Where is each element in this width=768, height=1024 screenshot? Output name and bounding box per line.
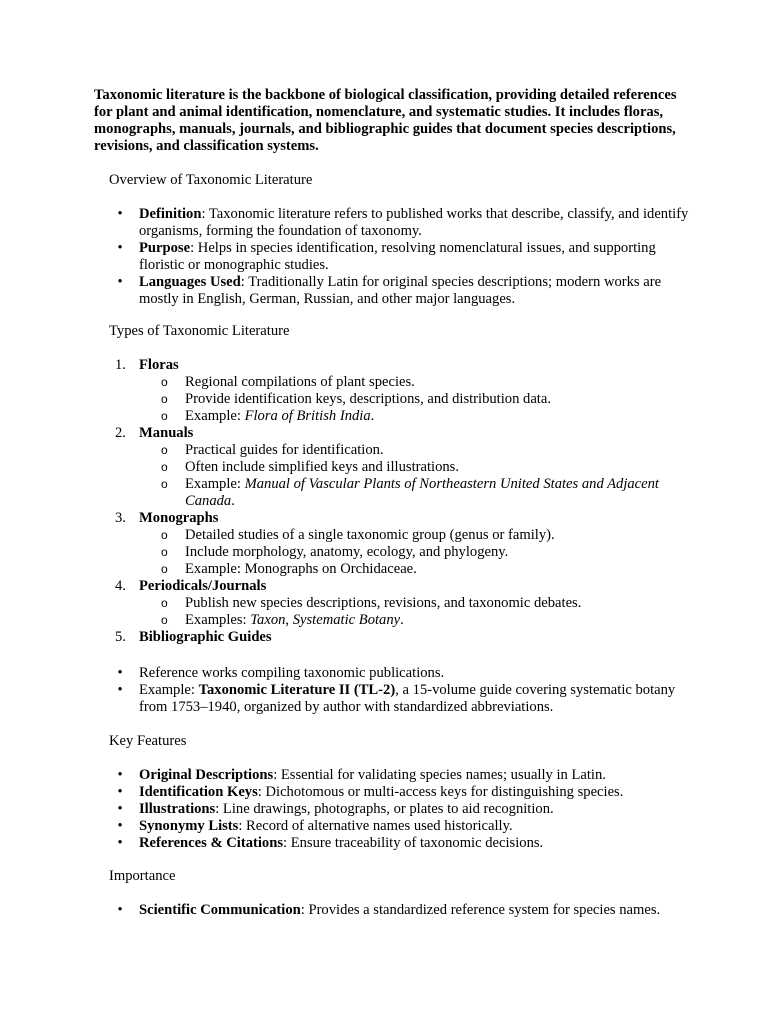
sub-item bbox=[139, 561, 699, 578]
sub-item-text: Example: Monographs on Orchidaceae. bbox=[185, 561, 417, 577]
sub-item bbox=[139, 391, 699, 408]
sub-item-text: Regional compilations of plant species. bbox=[185, 374, 415, 390]
features-list bbox=[117, 767, 699, 852]
circle-bullet-icon: o bbox=[161, 375, 168, 389]
sub-item bbox=[139, 476, 699, 510]
bullet-icon: • bbox=[117, 665, 123, 681]
item-number: 3. bbox=[115, 510, 126, 526]
sub-item bbox=[139, 612, 699, 629]
term: Identification Keys bbox=[139, 784, 258, 800]
description: Example: bbox=[139, 682, 199, 698]
intro-paragraph: Taxonomic literature is the backbone of biological classification, providing detailed references for plant and animal identification, nomenclature, and systematic studies. It includes floras, monographs, manuals, journals, and bibliographic guides that document species descriptions, revisions, and classification systems. bbox=[94, 87, 677, 154]
list-item bbox=[117, 274, 699, 308]
bibliographic-list bbox=[117, 665, 699, 716]
punctuation: . bbox=[400, 612, 404, 628]
manuals-sublist bbox=[139, 442, 699, 510]
description: , a 15-volume guide covering systematic botany from 1753–1940, organized by author with standardized abbreviations. bbox=[139, 682, 676, 715]
types-heading: Types of Taxonomic Literature bbox=[109, 323, 290, 339]
sub-item bbox=[139, 442, 699, 459]
example-title: Systematic Botany bbox=[292, 612, 401, 628]
sub-item-text: Example: bbox=[185, 408, 245, 424]
term: References & Citations bbox=[139, 835, 284, 851]
list-item bbox=[117, 784, 699, 801]
bullet-icon: • bbox=[117, 274, 123, 290]
description: : Taxonomic literature refers to published works that describe, classify, and identify organisms, forming the foundation of taxonomy. bbox=[139, 206, 689, 239]
circle-bullet-icon: o bbox=[161, 409, 168, 423]
sub-item-text: Publish new species descriptions, revisions, and taxonomic debates. bbox=[185, 595, 582, 611]
types-list bbox=[115, 357, 699, 646]
term: Definition bbox=[139, 206, 202, 222]
list-item bbox=[117, 818, 699, 835]
sub-item bbox=[139, 527, 699, 544]
term: Scientific Communication bbox=[139, 902, 301, 918]
item-number: 1. bbox=[115, 357, 126, 373]
bullet-icon: • bbox=[117, 801, 123, 817]
description: Reference works compiling taxonomic publications. bbox=[139, 665, 445, 681]
sub-item-text: Practical guides for identification. bbox=[185, 442, 384, 458]
list-item-bibliographic bbox=[115, 629, 699, 646]
item-title: Manuals bbox=[139, 425, 194, 441]
circle-bullet-icon: o bbox=[161, 460, 168, 474]
periodicals-sublist bbox=[139, 595, 699, 629]
description: : Dichotomous or multi-access keys for distinguishing species. bbox=[257, 784, 624, 800]
bullet-icon: • bbox=[117, 206, 123, 222]
list-item-monographs bbox=[115, 510, 699, 578]
description: : Helps in species identification, resolving nomenclatural issues, and supporting floristic or monographic studies. bbox=[139, 240, 656, 273]
list-item bbox=[117, 767, 699, 784]
item-number: 5. bbox=[115, 629, 126, 645]
sub-item bbox=[139, 374, 699, 391]
punctuation: . bbox=[231, 493, 235, 509]
description: : Ensure traceability of taxonomic decisions. bbox=[283, 835, 544, 851]
item-title: Bibliographic Guides bbox=[139, 629, 272, 645]
list-item bbox=[117, 801, 699, 818]
floras-sublist bbox=[139, 374, 699, 425]
features-heading: Key Features bbox=[109, 733, 187, 749]
list-item-manuals bbox=[115, 425, 699, 510]
sub-item bbox=[139, 459, 699, 476]
description: : Line drawings, photographs, or plates to aid recognition. bbox=[215, 801, 554, 817]
bullet-icon: • bbox=[117, 818, 123, 834]
circle-bullet-icon: o bbox=[161, 596, 168, 610]
importance-heading: Importance bbox=[109, 868, 176, 884]
sub-item-text: Examples: bbox=[185, 612, 251, 628]
bullet-icon: • bbox=[117, 682, 123, 698]
bullet-icon: • bbox=[117, 902, 123, 918]
term: Languages Used bbox=[139, 274, 241, 290]
item-number: 2. bbox=[115, 425, 126, 441]
circle-bullet-icon: o bbox=[161, 613, 168, 627]
sub-item-text: Include morphology, anatomy, ecology, and phylogeny. bbox=[185, 544, 509, 560]
bullet-icon: • bbox=[117, 240, 123, 256]
punctuation: , bbox=[285, 612, 293, 628]
item-title: Floras bbox=[139, 357, 179, 373]
circle-bullet-icon: o bbox=[161, 477, 168, 491]
circle-bullet-icon: o bbox=[161, 392, 168, 406]
description: : Essential for validating species names; usually in Latin. bbox=[273, 767, 606, 783]
description: : Traditionally Latin for original species descriptions; modern works are mostly in English, German, Russian, and other major languages. bbox=[139, 274, 662, 307]
item-title: Monographs bbox=[139, 510, 219, 526]
circle-bullet-icon: o bbox=[161, 528, 168, 542]
term: Synonymy Lists bbox=[139, 818, 239, 834]
sub-item-text: Provide identification keys, descriptions, and distribution data. bbox=[185, 391, 551, 407]
circle-bullet-icon: o bbox=[161, 545, 168, 559]
list-item bbox=[117, 206, 699, 240]
bullet-icon: • bbox=[117, 835, 123, 851]
list-item bbox=[117, 665, 699, 682]
list-item-periodicals bbox=[115, 578, 699, 629]
list-item bbox=[117, 835, 699, 852]
sub-item-text: Detailed studies of a single taxonomic group (genus or family). bbox=[185, 527, 555, 543]
sub-item bbox=[139, 595, 699, 612]
example-title: Taxon bbox=[250, 612, 286, 628]
circle-bullet-icon: o bbox=[161, 562, 168, 576]
bullet-icon: • bbox=[117, 767, 123, 783]
list-item bbox=[117, 682, 699, 716]
importance-list bbox=[117, 902, 699, 919]
bullet-icon: • bbox=[117, 784, 123, 800]
sub-item bbox=[139, 544, 699, 561]
description: : Record of alternative names used historically. bbox=[238, 818, 513, 834]
item-title: Periodicals/Journals bbox=[139, 578, 267, 594]
term: Taxonomic Literature II (TL-2) bbox=[198, 682, 396, 698]
term: Purpose bbox=[139, 240, 191, 256]
list-item bbox=[117, 902, 699, 919]
circle-bullet-icon: o bbox=[161, 443, 168, 457]
list-item-floras bbox=[115, 357, 699, 425]
example-title: Flora of British India bbox=[244, 408, 371, 424]
example-title: Manual of Vascular Plants of Northeastern United States and Adjacent Canada bbox=[185, 476, 659, 509]
overview-list bbox=[117, 206, 699, 308]
sub-item-text: Often include simplified keys and illustrations. bbox=[185, 459, 459, 475]
list-item bbox=[117, 240, 699, 274]
term: Original Descriptions bbox=[139, 767, 274, 783]
description: : Provides a standardized reference system for species names. bbox=[300, 902, 661, 918]
punctuation: . bbox=[370, 408, 375, 424]
sub-item bbox=[139, 408, 699, 425]
monographs-sublist bbox=[139, 527, 699, 578]
term: Illustrations bbox=[139, 801, 216, 817]
overview-heading: Overview of Taxonomic Literature bbox=[109, 172, 313, 188]
sub-item-text: Example: bbox=[185, 476, 245, 492]
item-number: 4. bbox=[115, 578, 126, 594]
